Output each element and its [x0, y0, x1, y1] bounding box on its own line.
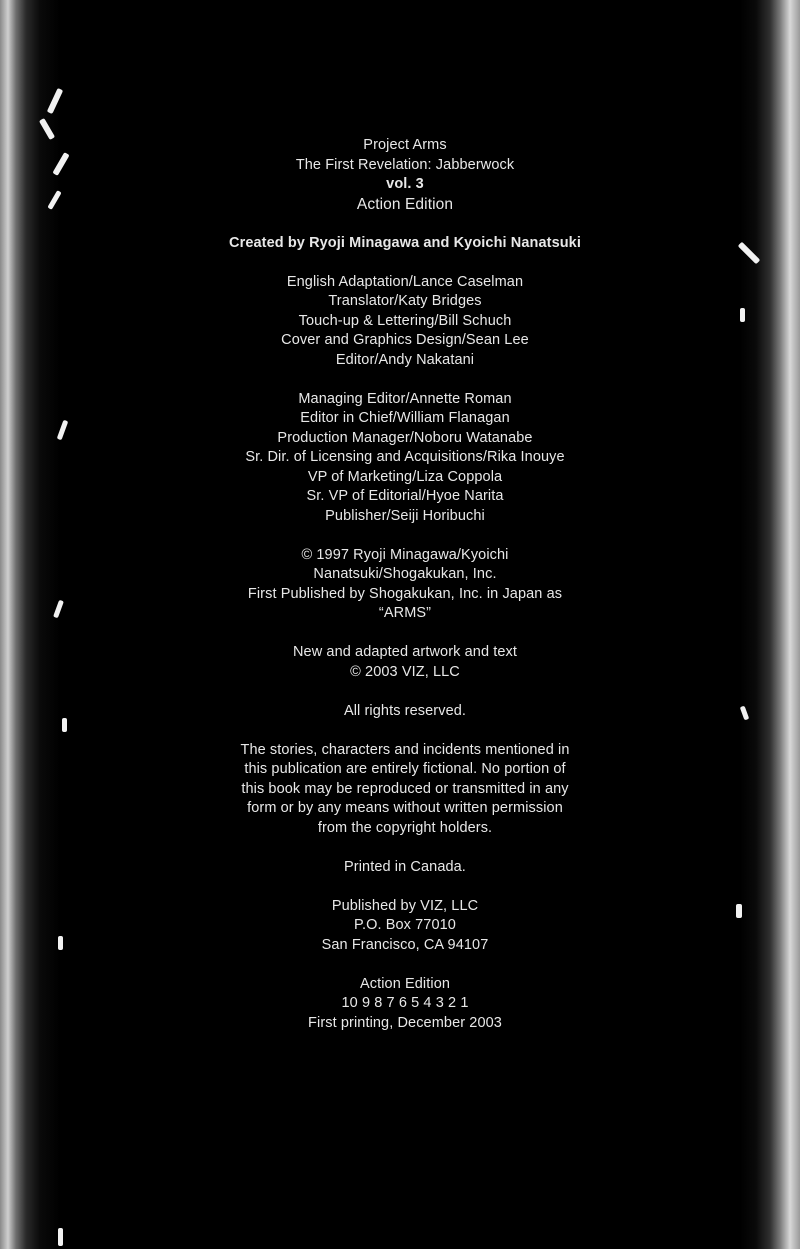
disclaimer-line: form or by any means without written permission [247, 800, 563, 816]
copyright-original-line: First Published by Shogakukan, Inc. in Japan as [247, 585, 563, 602]
management-line: Sr. Dir. of Licensing and Acquisitions/Rika Inouye [245, 449, 565, 465]
printing-line: 10 9 8 7 6 5 4 3 2 1 [341, 995, 469, 1011]
copyright-original-line: Nanatsuki/Shogakukan, Inc. [313, 566, 497, 582]
credits-block [200, 136, 610, 1033]
staff-line: Touch-up & Lettering/Bill Schuch [298, 312, 512, 329]
film-scratch [58, 1228, 63, 1246]
film-scratch [736, 904, 742, 918]
staff-line: Cover and Graphics Design/Sean Lee [281, 332, 529, 348]
film-scratch [740, 308, 745, 322]
staff-line: English Adaptation/Lance Caselman [286, 273, 524, 290]
film-scratch [62, 718, 67, 732]
management-line: Production Manager/Noboru Watanabe [277, 429, 533, 446]
disclaimer-line: The stories, characters and incidents mentioned in [240, 741, 570, 758]
management-line: Managing Editor/Annette Roman [298, 390, 512, 407]
printing-line: Action Edition [359, 975, 451, 992]
staff-line: Editor/Andy Nakatani [335, 351, 475, 368]
copyright-adapted-line: © 2003 VIZ, LLC [350, 663, 460, 680]
disclaimer-line: this book may be reproduced or transmitted in any [241, 780, 569, 797]
volume-number: vol. 3 [386, 176, 424, 192]
printing-line: First printing, December 2003 [308, 1014, 502, 1031]
film-edge-left [0, 0, 60, 1249]
publisher-address-line: P.O. Box 77010 [354, 917, 456, 933]
disclaimer-line: from the copyright holders. [317, 819, 493, 836]
management-line: Sr. VP of Editorial/Hyoe Narita [306, 488, 504, 504]
series-subtitle: The First Revelation: Jabberwock [295, 156, 515, 173]
copyright-original-line: © 1997 Ryoji Minagawa/Kyoichi [301, 546, 509, 563]
publisher-address-line: San Francisco, CA 94107 [321, 936, 489, 953]
copyright-original-line: “ARMS” [378, 605, 432, 621]
copyright-adapted-line: New and adapted artwork and text [292, 644, 518, 660]
disclaimer-line: this publication are entirely fictional. No portion of [244, 761, 566, 777]
rights-reserved: All rights reserved. [343, 702, 467, 719]
publisher-address-line: Published by VIZ, LLC [331, 897, 479, 914]
management-line: VP of Marketing/Liza Coppola [307, 468, 503, 485]
printed-in: Printed in Canada. [344, 858, 466, 875]
film-scratch [58, 936, 63, 950]
film-edge-right [740, 0, 800, 1249]
created-by: Created by Ryoji Minagawa and Kyoichi Nanatsuki [229, 234, 581, 251]
management-line: Publisher/Seiji Horibuchi [325, 507, 485, 524]
staff-line: Translator/Katy Bridges [328, 293, 482, 309]
edition-label: Action Edition [356, 195, 454, 213]
series-title: Project Arms [363, 137, 447, 153]
management-line: Editor in Chief/William Flanagan [300, 410, 510, 426]
